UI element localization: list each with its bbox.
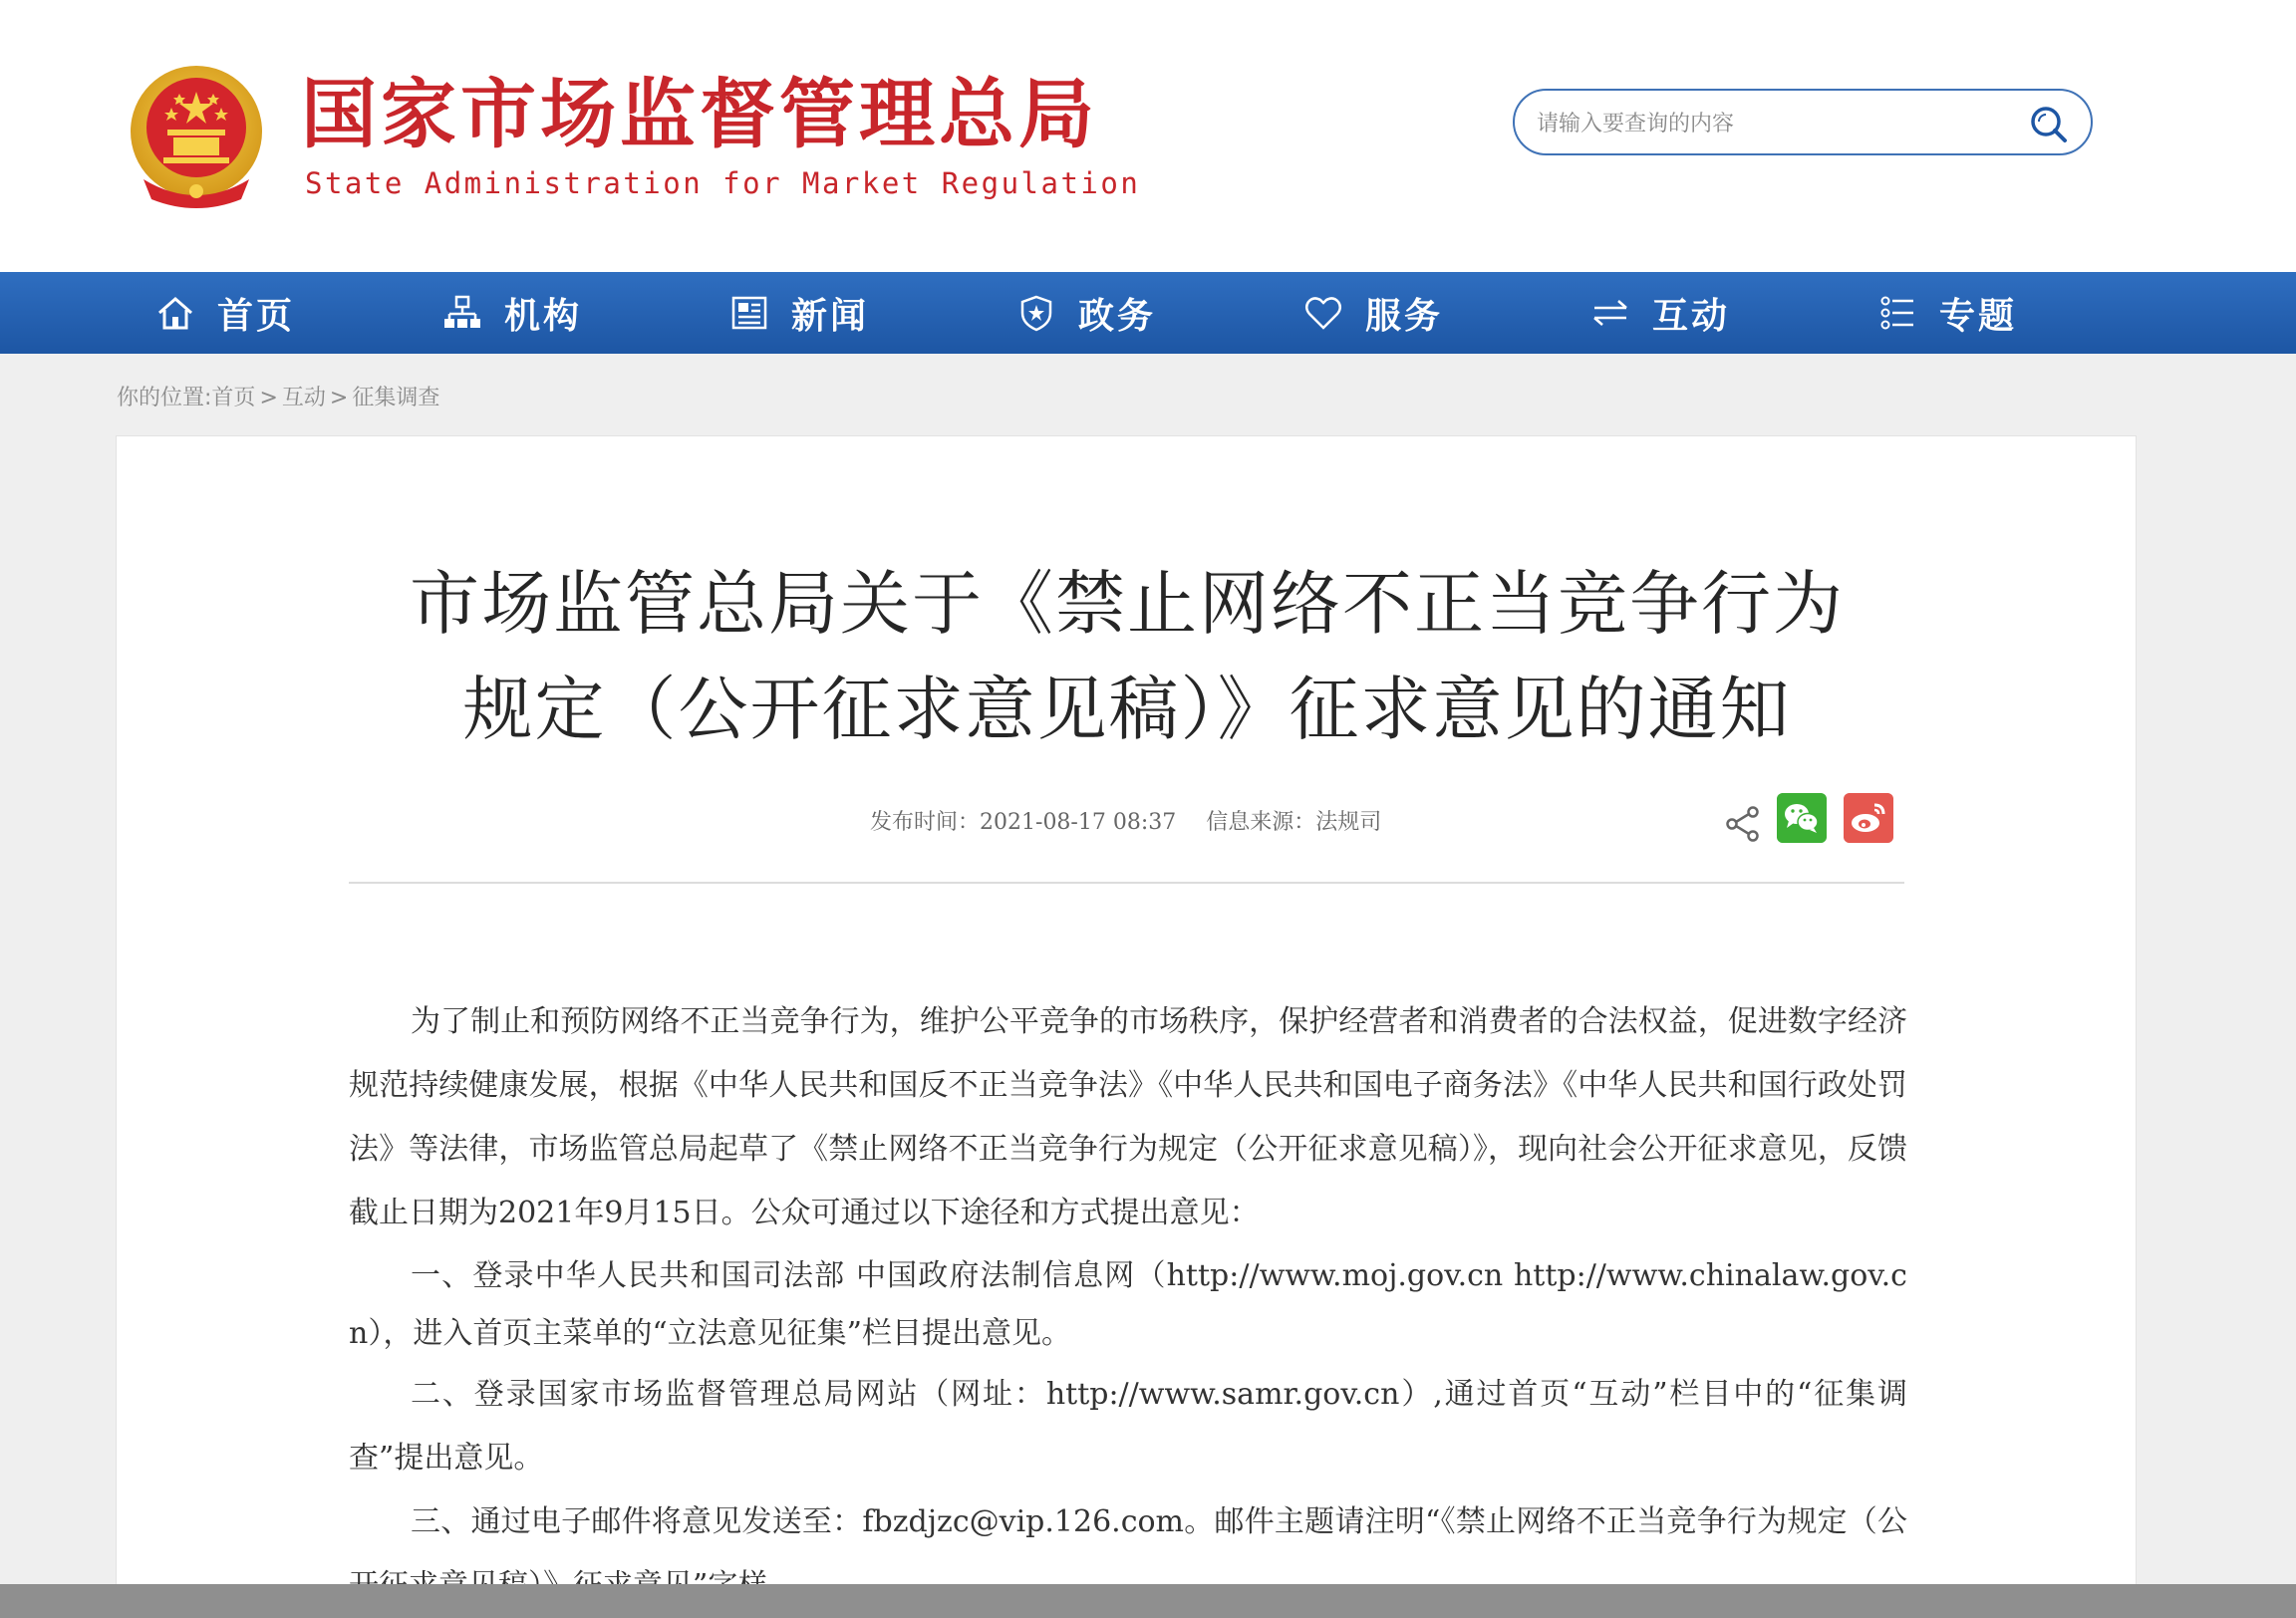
- nav-label: 机构: [504, 295, 583, 337]
- site-header: [0, 0, 2296, 272]
- article-meta: [870, 805, 1381, 836]
- nav-label: 新闻: [791, 295, 870, 337]
- article-title-line: 规定（公开征求意见稿）》征求意见的通知: [462, 669, 1792, 750]
- article-body: [349, 990, 1907, 1618]
- nav-item-home[interactable]: [155, 272, 295, 354]
- search-input[interactable]: [1535, 101, 2007, 146]
- breadcrumb-interact[interactable]: 互动: [281, 386, 326, 410]
- nav-item-org[interactable]: [442, 272, 582, 354]
- article-card: [116, 435, 2137, 1618]
- nav-label: 互动: [1652, 295, 1731, 337]
- email-link[interactable]: fbzdjzc@vip.126.com: [862, 1504, 1185, 1539]
- chinalaw-link[interactable]: http://www.chinalaw.gov.cn: [349, 1258, 1907, 1351]
- breadcrumb: [117, 381, 439, 411]
- paragraph-intro: 为了制止和预防网络不正当竞争行为，维护公平竞争的市场秩序，保护经营者和消费者的合法权益，促进数字经济规范持续健康发展，根据《中华人民共和国反不正当竞争法》《中华人民共和国电子商务法》《中华人民共和国行政处罚法》等法律，市场监管总局起草了《禁止网络不正当竞争行为规定（公开征求意见稿）》，现向社会公开征求意见，反馈截止日期为2021年9月15日。公众可通过以下途径和方式提出意见：: [349, 1004, 1907, 1230]
- site-title[interactable]: 国家市场监督管理总局: [301, 70, 1098, 158]
- nav-label: 服务: [1365, 295, 1444, 337]
- paragraph-channel-2: [349, 1363, 1907, 1490]
- exchange-icon: [1590, 293, 1630, 333]
- moj-link[interactable]: http://www.moj.gov.cn: [1166, 1258, 1504, 1293]
- publish-label: 发布时间：: [870, 810, 981, 835]
- search-icon[interactable]: [2027, 103, 2069, 144]
- list-icon: [1877, 293, 1917, 333]
- p4-prefix: 三、通过电子邮件将意见发送至：: [411, 1504, 863, 1539]
- divider: [349, 882, 1904, 884]
- org-chart-icon: [442, 293, 482, 333]
- home-icon: [155, 293, 195, 333]
- nav-item-news[interactable]: [729, 272, 869, 354]
- article-title-line: 市场监管总局关于《禁止网络不正当竞争行为: [410, 563, 1845, 645]
- publish-time: 2021-08-17 08:37: [980, 810, 1177, 835]
- p4-suffix: 。邮件主题请注明“《禁止网络不正当竞争行为规定（公: [1184, 1504, 1907, 1539]
- p2-prefix: 一、登录中华人民共和国司法部 中国政府法制信息网（: [411, 1258, 1167, 1293]
- nav-item-government[interactable]: [1016, 272, 1156, 354]
- p2-suffix: ），进入首页主菜单的“立法意见征集”栏目提出意见。: [368, 1316, 1072, 1351]
- samr-link[interactable]: http://www.samr.gov.cn: [1045, 1377, 1400, 1412]
- main-nav: [0, 272, 2296, 354]
- p3-prefix: 二、登录国家市场监督管理总局网站（网址：: [411, 1377, 1046, 1412]
- breadcrumb-home[interactable]: 首页: [211, 386, 256, 410]
- nav-label: 政务: [1078, 295, 1157, 337]
- article-title: [336, 551, 1918, 762]
- shield-icon: [1016, 293, 1056, 333]
- nav-item-interact[interactable]: [1590, 272, 1730, 354]
- article-source: 法规司: [1315, 810, 1382, 835]
- breadcrumb-prefix: 你的位置:: [117, 386, 212, 410]
- wechat-icon[interactable]: [1777, 793, 1827, 843]
- newspaper-icon: [729, 293, 769, 333]
- national-emblem-icon[interactable]: [124, 62, 269, 211]
- nav-item-topics[interactable]: [1877, 272, 2017, 354]
- breadcrumb-separator: >: [259, 386, 278, 410]
- p3-suffix: ）,通过首页“互动”栏目中的“征集调查”提出意见。: [349, 1377, 1907, 1476]
- heart-icon: [1303, 293, 1343, 333]
- nav-label: 首页: [217, 295, 296, 337]
- breadcrumb-survey[interactable]: 征集调查: [352, 386, 440, 410]
- paragraph-channel-1: [349, 1247, 1907, 1363]
- nav-item-services[interactable]: [1303, 272, 1443, 354]
- search-box: [1513, 89, 2093, 155]
- site-subtitle: State Administration for Market Regulation: [305, 166, 1141, 200]
- weibo-icon[interactable]: [1844, 793, 1893, 843]
- nav-label: 专题: [1939, 295, 2018, 337]
- share-icon[interactable]: [1723, 799, 1763, 849]
- breadcrumb-separator: >: [329, 386, 349, 410]
- source-label: 信息来源：: [1206, 810, 1316, 835]
- bottom-scroll-bar: [0, 1584, 2296, 1618]
